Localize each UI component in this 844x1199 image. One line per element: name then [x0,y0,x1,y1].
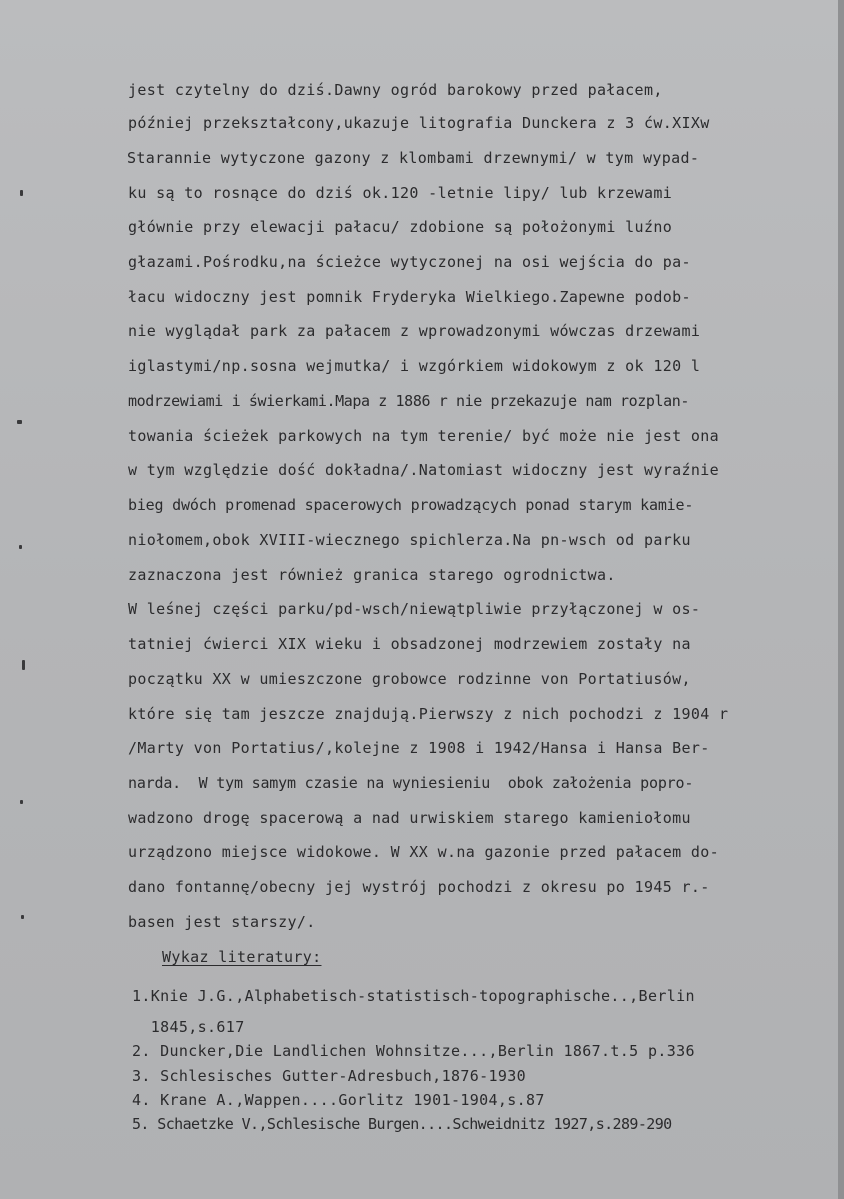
margin-mark [22,660,25,670]
text-line: głównie przy elewacji pałacu/ zdobione są położonymi luźno [128,218,673,236]
text-line: później przekształcony,ukazuje litografia Dunckera z 3 ćw.XIXw [128,114,710,132]
margin-mark [20,190,23,196]
page-edge-shadow [838,0,844,1199]
text-line: narda. W tym samym czasie na wyniesieniu obok założenia popro- [128,774,694,792]
literature-item: 3. Schlesisches Gutter-Adresbuch,1876-1930 [132,1067,526,1085]
text-line: basen jest starszy/. [128,913,316,931]
text-line: nie wyglądał park za pałacem z wprowadzonymi wówczas drzewami [128,322,701,340]
margin-mark [17,420,22,424]
text-line: tatniej ćwierci XIX wieku i obsadzonej modrzewiem zostały na [128,635,691,653]
text-line: początku XX w umieszczone grobowce rodzinne von Portatiusów, [128,670,691,688]
text-line: bieg dwóch promenad spacerowych prowadzących ponad starym kamie- [128,496,694,514]
text-line: łacu widoczny jest pomnik Fryderyka Wielkiego.Zapewne podob- [128,288,691,306]
text-line: głazami.Pośrodku,na ścieżce wytyczonej na osi wejścia do pa- [128,253,691,271]
text-line: które się tam jeszcze znajdują.Pierwszy z nich pochodzi z 1904 r [128,705,729,723]
literature-item: 4. Krane A.,Wappen....Gorlitz 1901-1904,s.87 [132,1091,545,1109]
text-line: ku są to rosnące do dziś ok.120 -letnie lipy/ lub krzewami [128,184,673,202]
text-line: zaznaczona jest również granica starego ogrodnictwa. [128,566,616,584]
literature-heading: Wykaz literatury: [162,948,322,966]
literature-item: 1845,s.617 [132,1018,245,1036]
text-line: /Marty von Portatius/,kolejne z 1908 i 1942/Hansa i Hansa Ber- [128,739,710,757]
text-line: iglastymi/np.sosna wejmutka/ i wzgórkiem widokowym z ok 120 l [128,357,701,375]
margin-mark [21,915,24,919]
margin-mark [20,800,23,804]
margin-mark [19,545,22,549]
text-line: towania ścieżek parkowych na tym terenie/ być może nie jest ona [128,427,719,445]
text-line: wadzono drogę spacerową a nad urwiskiem starego kamieniołomu [128,809,691,827]
text-line: modrzewiami i świerkami.Mapa z 1886 r nie przekazuje nam rozplan- [128,392,689,410]
literature-item: 1.Knie J.G.,Alphabetisch-statistisch-topographische..,Berlin [132,987,695,1005]
literature-item: 2. Duncker,Die Landlichen Wohnsitze...,Berlin 1867.t.5 p.336 [132,1042,695,1060]
text-line: jest czytelny do dziś.Dawny ogród barokowy przed pałacem, [128,81,663,99]
text-line: Starannie wytyczone gazony z klombami drzewnymi/ w tym wypad- [127,149,700,167]
text-line: urządzono miejsce widokowe. W XX w.na gazonie przed pałacem do- [128,843,719,861]
literature-item: 5. Schaetzke V.,Schlesische Burgen....Schweidnitz 1927,s.289-290 [132,1115,672,1133]
text-line: w tym względzie dość dokładna/.Natomiast widoczny jest wyraźnie [128,461,719,479]
text-line: niołomem,obok XVIII-wiecznego spichlerza.Na pn-wsch od parku [128,531,691,549]
text-line: dano fontannę/obecny jej wystrój pochodzi z okresu po 1945 r.- [128,878,710,896]
text-line: W leśnej części parku/pd-wsch/niewątpliwie przyłączonej w os- [128,600,701,618]
